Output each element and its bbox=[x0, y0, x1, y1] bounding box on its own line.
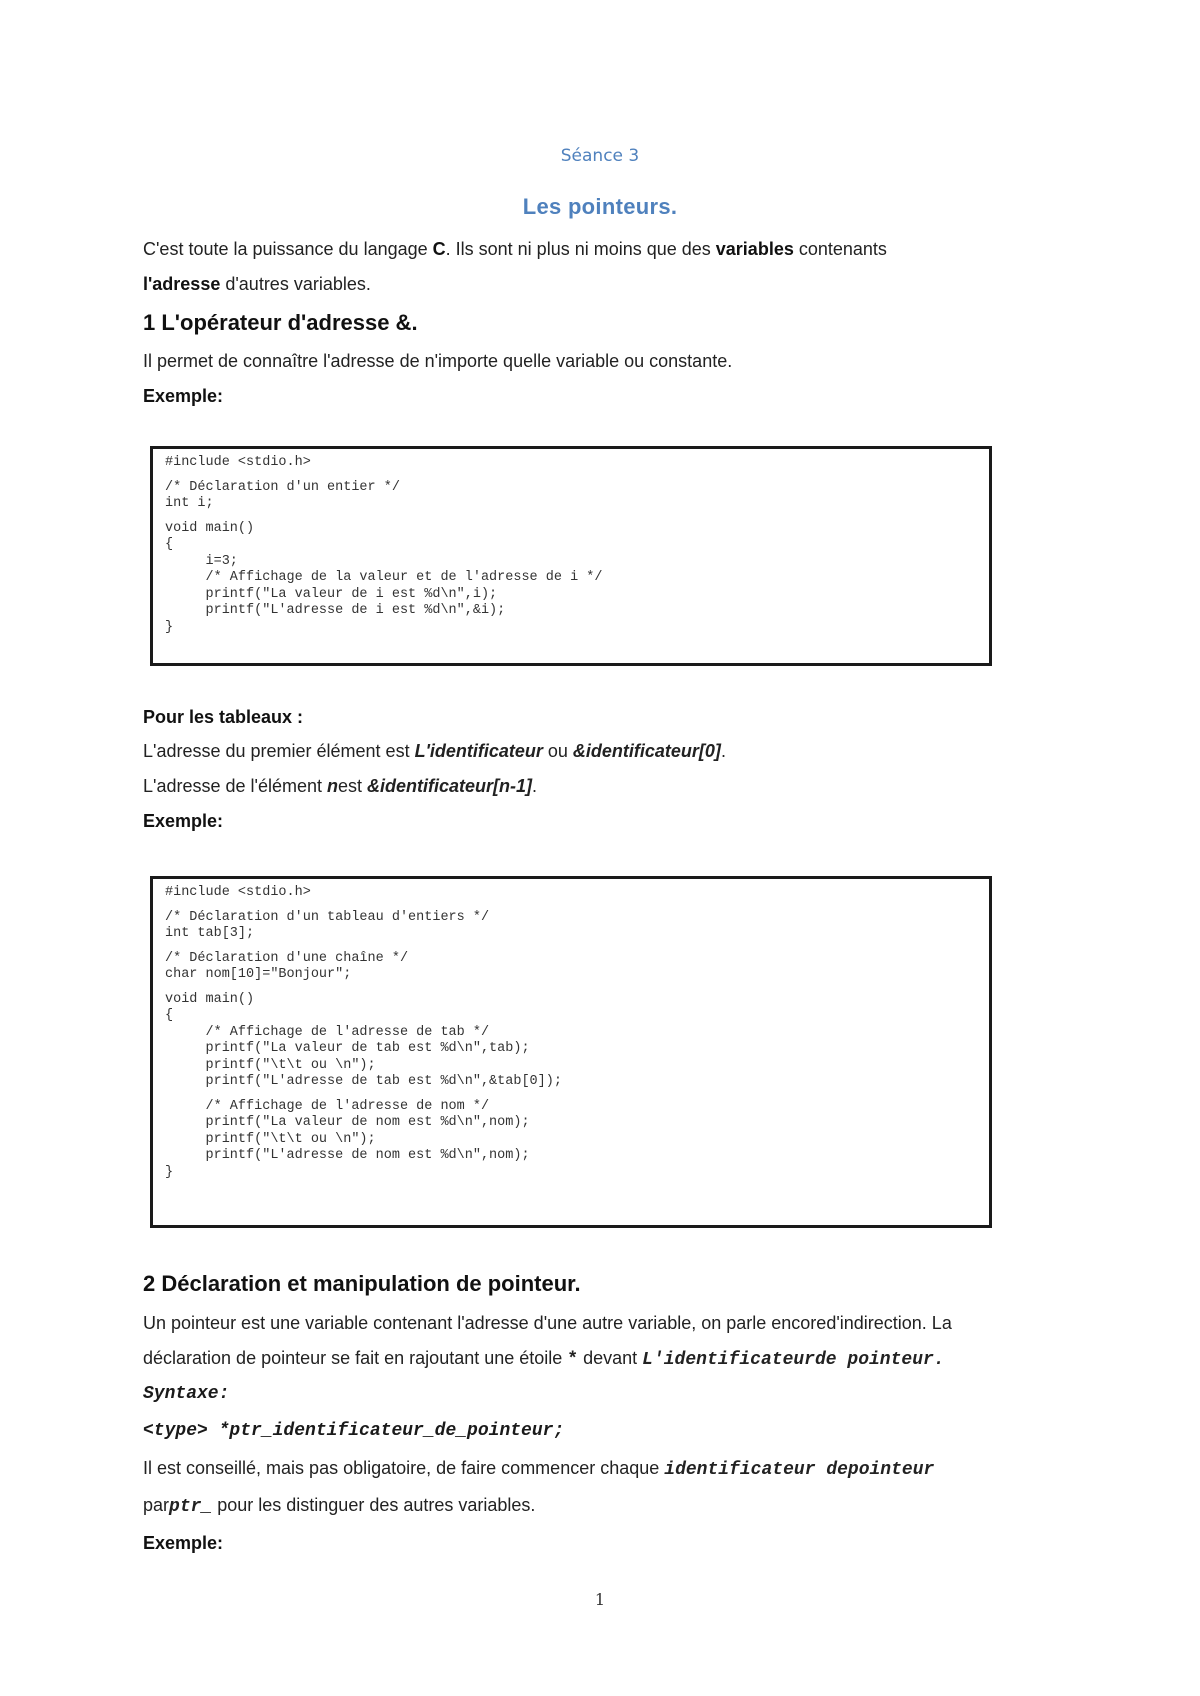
code-line: printf("\t\t ou \n"); bbox=[165, 1057, 376, 1073]
advice-line-2: parptr_ pour les distinguer des autres variables. bbox=[143, 1495, 536, 1517]
code-line: } bbox=[165, 619, 174, 635]
example-label-3: Exemple: bbox=[143, 1533, 224, 1553]
section-2-line-1: Un pointeur est une variable contenant l'adresse d'une autre variable, on parle encored'indirection. La bbox=[143, 1313, 952, 1333]
page-title: Les pointeurs. bbox=[522, 194, 678, 219]
code-line: int i; bbox=[165, 496, 214, 511]
code-line: printf("La valeur de i est %d\n",i); bbox=[165, 586, 498, 602]
section-1-text: Il permet de connaître l'adresse de n'importe quelle variable ou constante. bbox=[143, 351, 733, 371]
advice-line-1: Il est conseillé, mais pas obligatoire, de faire commencer chaque identificateur depointeur bbox=[143, 1458, 935, 1480]
code-line: char nom[10]="Bonjour"; bbox=[165, 967, 352, 982]
code-line: void main() bbox=[165, 520, 255, 536]
section-1-heading: 1 L'opérateur d'adresse &. bbox=[143, 310, 418, 335]
code-line: int tab[3]; bbox=[165, 926, 255, 941]
code-line: void main() bbox=[165, 991, 255, 1007]
code-line: } bbox=[165, 1164, 174, 1180]
code-line: printf("\t\t ou \n"); bbox=[165, 1131, 376, 1147]
code-line: { bbox=[165, 1008, 174, 1023]
example-label-1: Exemple: bbox=[143, 386, 224, 406]
syntax-label: Syntaxe: bbox=[143, 1384, 230, 1404]
tableaux-line-2: L'adresse de l'élément nest &identificateur[n-1]. bbox=[143, 776, 538, 796]
code-line: #include <stdio.h> bbox=[165, 885, 311, 900]
page-number: 1 bbox=[594, 1590, 606, 1609]
section-2-line-2: déclaration de pointeur se fait en rajoutant une étoile * devant L'identificateurde pointeur. bbox=[143, 1348, 945, 1370]
code-line: printf("L'adresse de i est %d\n",&i); bbox=[165, 603, 506, 618]
code-line: /* Déclaration d'une chaîne */ bbox=[165, 950, 409, 966]
syntax-line: <type> *ptr_identificateur_de_pointeur; bbox=[143, 1421, 565, 1441]
code-block-1 bbox=[150, 446, 992, 666]
code-line: /* Affichage de la valeur et de l'adresse de i */ bbox=[165, 570, 603, 585]
tableaux-paragraph bbox=[143, 734, 726, 804]
session-label: Séance 3 bbox=[560, 146, 640, 166]
code-line: { bbox=[165, 537, 174, 552]
code-line: /* Déclaration d'un tableau d'entiers */ bbox=[165, 909, 490, 925]
code-line bbox=[165, 1091, 977, 1099]
code-listing-1 bbox=[165, 455, 977, 636]
code-line: printf("L'adresse de nom est %d\n",nom); bbox=[165, 1148, 530, 1163]
code-line: /* Déclaration d'un entier */ bbox=[165, 479, 400, 495]
code-line bbox=[165, 943, 977, 951]
intro-line-1: C'est toute la puissance du langage C. Ils sont ni plus ni moins que des variables contenants bbox=[143, 239, 887, 259]
code-line: /* Affichage de l'adresse de tab */ bbox=[165, 1024, 490, 1040]
code-line: /* Affichage de l'adresse de nom */ bbox=[165, 1098, 490, 1114]
code-line: printf("L'adresse de tab est %d\n",&tab[0]); bbox=[165, 1074, 562, 1089]
code-line: printf("La valeur de tab est %d\n",tab); bbox=[165, 1041, 530, 1056]
section-2-advice bbox=[143, 1451, 934, 1525]
code-line: printf("La valeur de nom est %d\n",nom); bbox=[165, 1115, 530, 1130]
intro-paragraph bbox=[143, 232, 887, 302]
example-label-2: Exemple: bbox=[143, 811, 224, 831]
code-listing-2 bbox=[165, 885, 977, 1181]
code-line: #include <stdio.h> bbox=[165, 455, 311, 470]
code-block-2 bbox=[150, 876, 992, 1228]
tableaux-line-1: L'adresse du premier élément est L'identificateur ou &identificateur[0]. bbox=[143, 741, 726, 761]
section-2-paragraph bbox=[143, 1306, 952, 1378]
section-2-heading: 2 Déclaration et manipulation de pointeur. bbox=[143, 1271, 581, 1296]
code-line: i=3; bbox=[165, 553, 238, 569]
code-line bbox=[165, 513, 977, 521]
code-line bbox=[165, 984, 977, 992]
code-line bbox=[165, 902, 977, 910]
code-line bbox=[165, 472, 977, 480]
intro-line-2: l'adresse d'autres variables. bbox=[143, 274, 371, 294]
tableaux-label: Pour les tableaux : bbox=[143, 707, 304, 727]
